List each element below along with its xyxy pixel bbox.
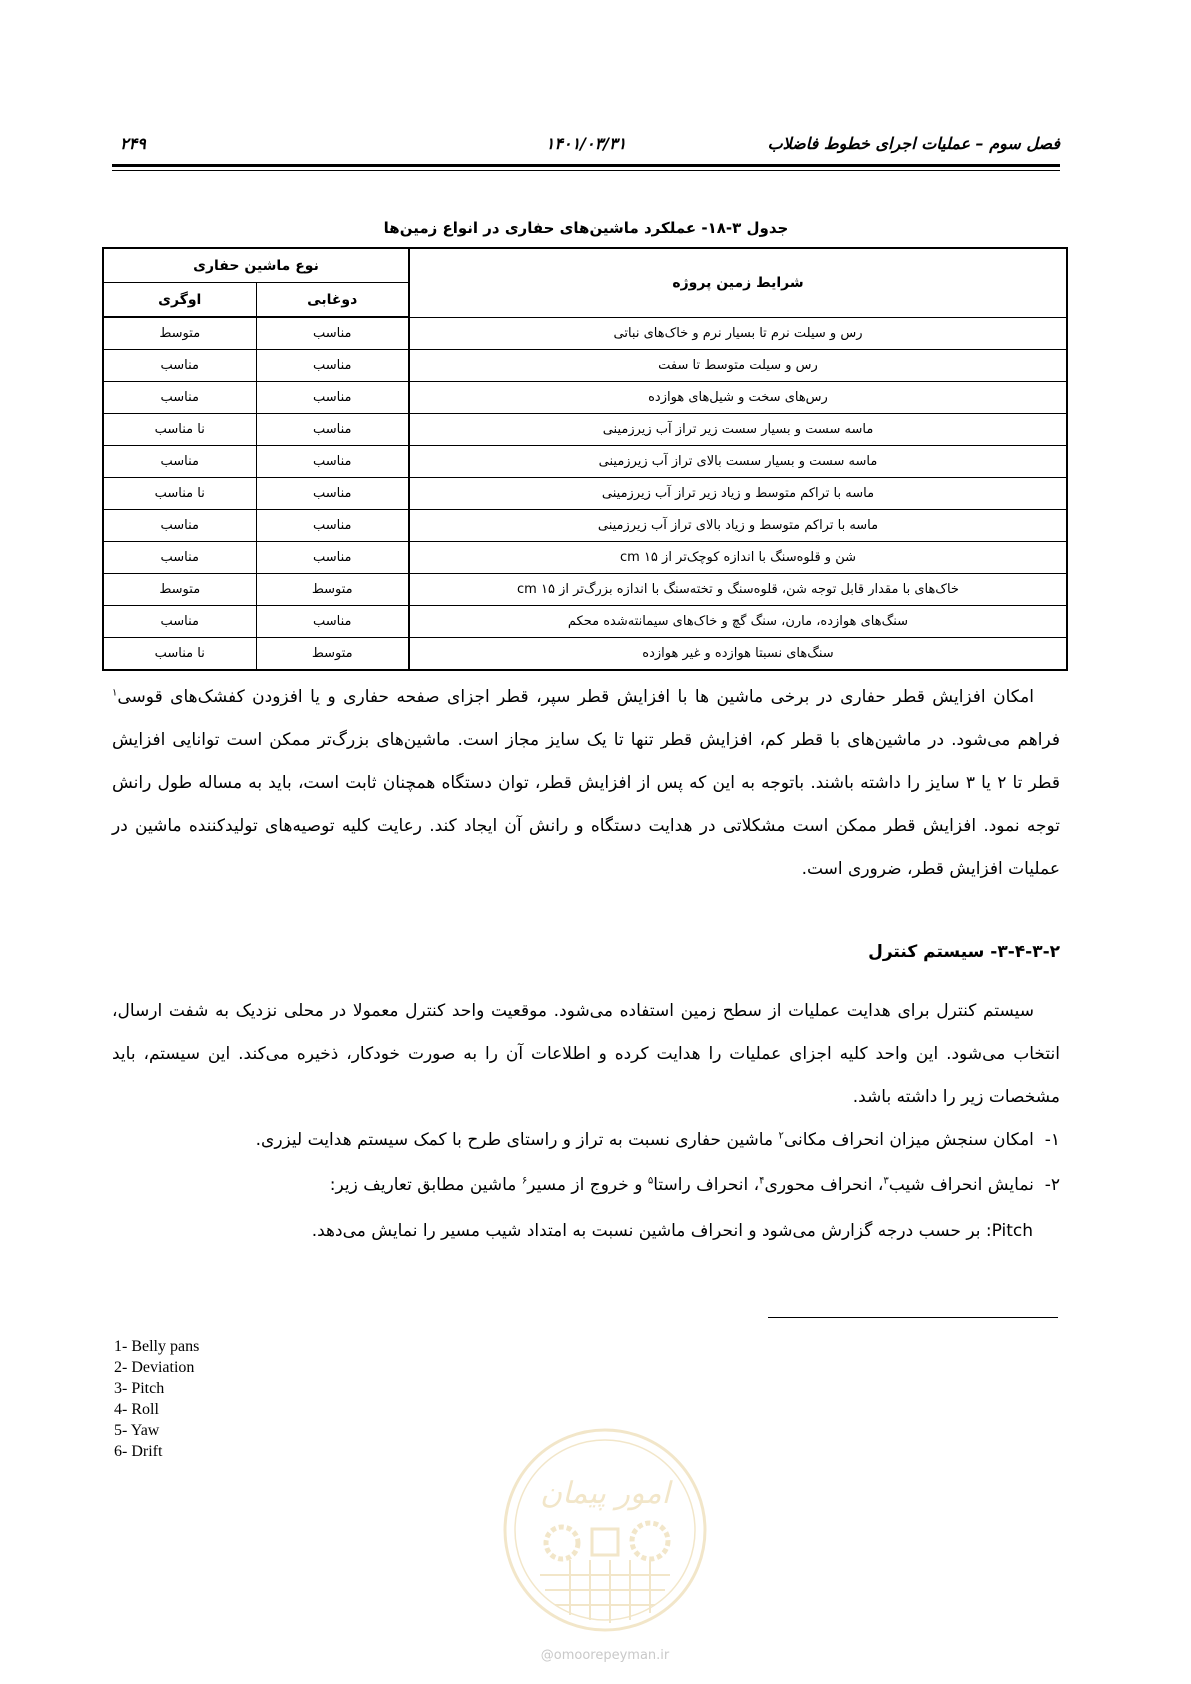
para2-text: سیستم کنترل برای هدایت عملیات از سطح زمین استفاده می‌شود. موقعیت واحد کنترل معمولا در محلی نزدیک به شفت ارسال، انتخاب می‌شود. این واحد کلیه اجزای عملیات را هدایت کرده و اطلاعات آن را به صورت خودکار، ذخیره می‌کند. این سیستم، باید مشخصات زیر را داشته باشد. [112,1001,1060,1107]
cell-condition: ماسه با تراکم متوسط و زیاد بالای تراز آب زیرزمینی [409,510,1067,542]
footnote-ref-3: ۳ [883,1175,889,1187]
table-row [103,510,1067,542]
cell-condition: شن و قلوه‌سنگ با اندازه کوچک‌تر از ۱۵ cm [409,542,1067,574]
list-number: ۲- [1044,1175,1060,1195]
header-machine-type: نوع ماشین حفاری [103,248,409,283]
header-date: ۱۴۰۱/۰۳/۳۱ [545,134,627,153]
cell-slurry: مناسب [256,606,409,638]
header-soil-condition: شرایط زمین پروژه [409,248,1067,317]
page-number: ۲۴۹ [120,134,146,153]
cell-slurry: متوسط [256,638,409,671]
list-item [330,1175,1060,1195]
cell-auger: مناسب [103,382,256,414]
cell-slurry: متوسط [256,574,409,606]
footnote: 5- Yaw [114,1422,160,1439]
item2-text-a: نمایش انحراف شیب [888,1175,1034,1195]
cell-condition: خاک‌های با مقدار قابل توجه شن، قلوه‌سنگ و تخته‌سنگ با اندازه بزرگ‌تر از ۱۵ cm [409,574,1067,606]
cell-auger: متوسط [103,317,256,350]
footnote: 3- Pitch [114,1380,165,1397]
cell-auger: نا مناسب [103,478,256,510]
table-row [103,382,1067,414]
footnote-ref-6: ۶ [521,1175,528,1187]
cell-slurry: مناسب [256,542,409,574]
cell-condition: ماسه با تراکم متوسط و زیاد زیر تراز آب زیرزمینی [409,478,1067,510]
section-heading: ۳-۴-۳-۲- سیستم کنترل [868,942,1060,962]
item2-text-b: ، انحراف محوری [764,1175,884,1195]
cell-slurry: مناسب [256,414,409,446]
cell-condition: سنگ‌های نسبتا هوازده و غیر هوازده [409,638,1067,671]
cell-auger: نا مناسب [103,414,256,446]
table-row [103,446,1067,478]
watermark-logo [500,1425,710,1635]
footnote: 1- Belly pans [114,1338,200,1355]
footnote-ref-4: ۴ [759,1175,765,1187]
cell-slurry: مناسب [256,446,409,478]
table-row [103,574,1067,606]
cell-condition: رس‌های سخت و شیل‌های هوازده [409,382,1067,414]
para1-text-b: فراهم می‌شود. در ماشین‌های با قطر کم، افزایش قطر تنها تا یک سایز مجاز است. ماشین‌های بزرگ‌تر ممکن است توانایی افزایش قطر تا ۲ یا ۳ سایز را داشته باشند. باتوجه به این که پس از افزایش قطر، توان دستگاه همچنان ثابت است، باید به مساله طول رانش توجه نمود. افزایش قطر ممکن است مشکلاتی در هدایت دستگاه و رانش آن ایجاد کند. رعایت کلیه توصیه‌های تولیدکننده ماشین در عملیات افزایش قطر، ضروری است. [112,730,1061,879]
header-auger: اوگری [103,283,256,318]
cell-condition: سنگ‌های هوازده، مارن، سنگ گچ و خاک‌های سیمانته‌شده محکم [409,606,1067,638]
pitch-definition [312,1221,1033,1241]
item1-text-b: ماشین حفاری نسبت به تراز و راستای طرح با کمک سیستم هدایت لیزری. [255,1130,779,1150]
footnote-separator [768,1317,1058,1318]
cell-auger: مناسب [103,606,256,638]
pitch-text: : بر حسب درجه گزارش می‌شود و انحراف ماشین نسبت به امتداد شیب مسیر را نمایش می‌دهد. [311,1221,992,1241]
footnote-ref-5: ۵ [647,1175,654,1187]
item1-text-a: امکان سنجش میزان انحراف مکانی [783,1130,1034,1150]
table-row [103,478,1067,510]
cell-slurry: مناسب [256,478,409,510]
footnote: 2- Deviation [114,1359,195,1376]
cell-slurry: مناسب [256,382,409,414]
cell-condition: ماسه سست و بسیار سست زیر تراز آب زیرزمینی [409,414,1067,446]
cell-auger: مناسب [103,542,256,574]
cell-slurry: مناسب [256,350,409,382]
footnotes [114,1336,199,1462]
chapter-title: فصل سوم – عملیات اجرای خطوط فاضلاب [767,134,1060,153]
cell-condition: ماسه سست و بسیار سست بالای تراز آب زیرزمینی [409,446,1067,478]
header-rule-thin [112,170,1060,171]
watermark-url: @omoorepeyman.ir [540,1648,670,1663]
page-header [112,126,1060,166]
para1-text-a: امکان افزایش قطر حفاری در برخی ماشین ها با افزایش قطر سپر، قطر اجزای صفحه حفاری و یا افزودن کفشک‌های قوسی [117,687,1034,707]
pitch-term: Pitch [991,1221,1033,1241]
table-row [103,317,1067,350]
cell-slurry: مناسب [256,317,409,350]
item2-text-d: و خروج از مسیر [527,1175,648,1195]
cell-auger: مناسب [103,350,256,382]
footnote: 4- Roll [114,1401,159,1418]
footnote-ref-1: ۱ [112,687,118,699]
table-row [103,414,1067,446]
item2-text-c: ، انحراف راستا [653,1175,760,1195]
footnote: 6- Drift [114,1443,163,1460]
table-row [103,606,1067,638]
cell-condition: رس و سیلت متوسط تا سفت [409,350,1067,382]
cell-auger: نا مناسب [103,638,256,671]
svg-text:امور پیمان: امور پیمان [540,1476,670,1511]
paragraph-control-system [112,990,1060,1119]
item2-text-e: ماشین مطابق تعاریف زیر: [329,1175,522,1195]
cell-auger: مناسب [103,510,256,542]
table-row [103,350,1067,382]
list-item [256,1130,1060,1150]
machine-performance-table [102,247,1068,671]
paragraph-diameter-increase [112,676,1060,891]
cell-condition: رس و سیلت نرم تا بسیار نرم و خاک‌های نباتی [409,317,1067,350]
table-row [103,542,1067,574]
header-slurry: دوغابی [256,283,409,318]
cell-slurry: مناسب [256,510,409,542]
table-caption: جدول ۳-۱۸- عملکرد ماشین‌های حفاری در انواع زمین‌ها [383,219,789,237]
footnote-ref-2: ۲ [778,1130,784,1142]
cell-auger: مناسب [103,446,256,478]
list-number: ۱- [1044,1130,1060,1150]
cell-auger: متوسط [103,574,256,606]
header-rule-thick [112,164,1060,167]
table-row [103,638,1067,671]
